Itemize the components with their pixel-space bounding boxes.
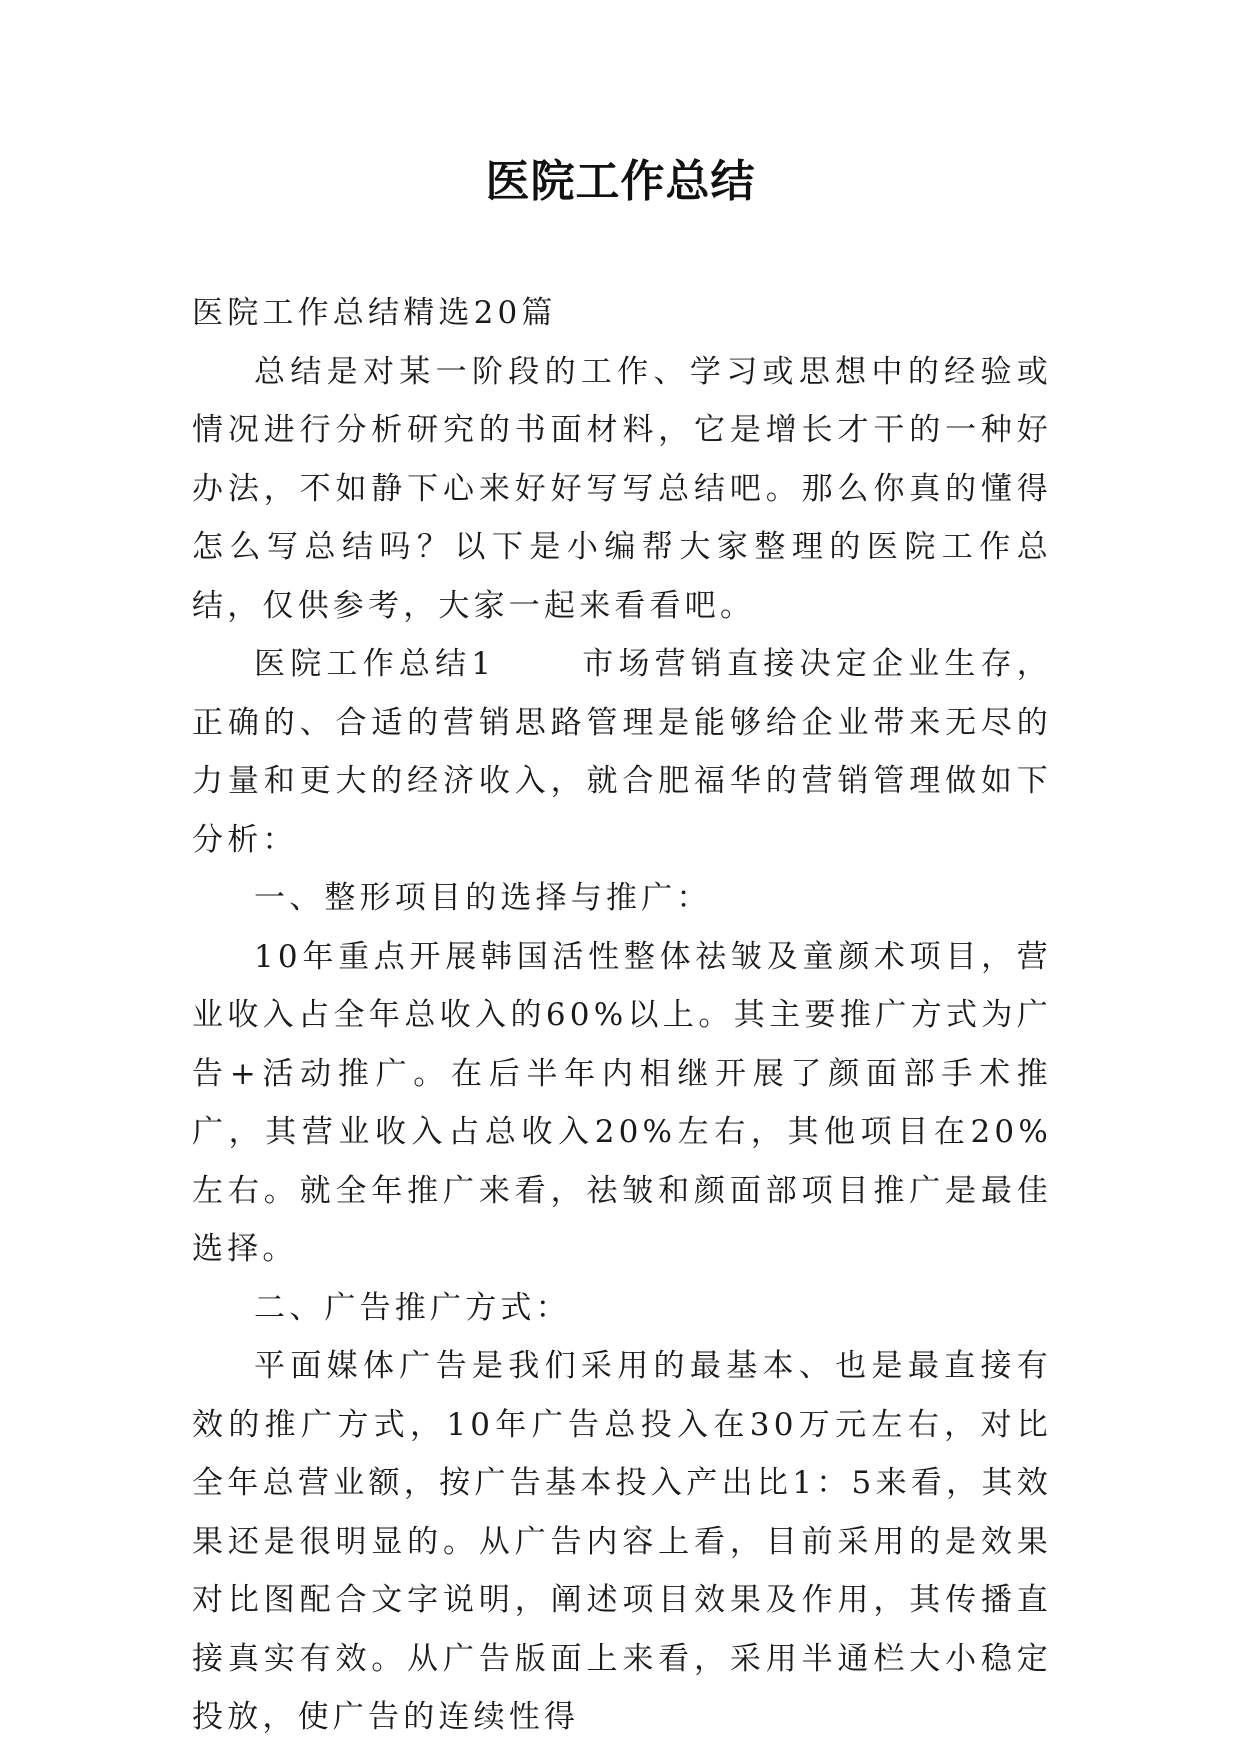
document-body xyxy=(192,284,1052,1747)
item-1-heading: 一、整形项目的选择与推广： xyxy=(254,880,712,916)
item-1-paragraph: 10年重点开展韩国活性整体祛皱及童颜术项目，营业收入占全年总收入的60%以上。其主要推广方式为广告+活动推广。在后半年内相继开展了颜面部手术推广，其营业收入占总收入20%左右，其他项目在20%左右。就全年推广来看，祛皱和颜面部项目推广是最佳选择。 xyxy=(192,938,1052,1267)
item-2-heading: 二、广告推广方式： xyxy=(254,1289,571,1326)
section-1-heading: 医院工作总结1 xyxy=(254,646,496,682)
document-title: 医院工作总结 xyxy=(485,156,756,207)
intro-paragraph: 总结是对某一阶段的工作、学习或思想中的经验或情况进行分析研究的书面材料，它是增长才干的一种好办法，不如静下心来好好写写总结吧。那么你真的懂得怎么写总结吗？以下是小编帮大家整理的医院工作总结，仅供参考，大家一起来看看吧。 xyxy=(192,353,1052,624)
section-1-paragraph xyxy=(192,635,1052,869)
section-1-text: 市场营销直接决定企业生存，正确的、合适的营销思路管理是能够给企业带来无尽的力量和更大的经济收入，就合肥福华的营销管理做如下分析： xyxy=(192,646,1052,858)
document-subtitle: 医院工作总结精选20篇 xyxy=(192,295,557,331)
item-2-paragraph: 平面媒体广告是我们采用的最基本、也是最直接有效的推广方式，10年广告总投入在30万元左右，对比全年总营业额，按广告基本投入产出比1：5来看，其效果还是很明显的。从广告内容上看，目前采用的是效果对比图配合文字说明，阐述项目效果及作用，其传播直接真实有效。从广告版面上来看，采用半通栏大小稳定投放，使广告的连续性得 xyxy=(192,1348,1052,1735)
